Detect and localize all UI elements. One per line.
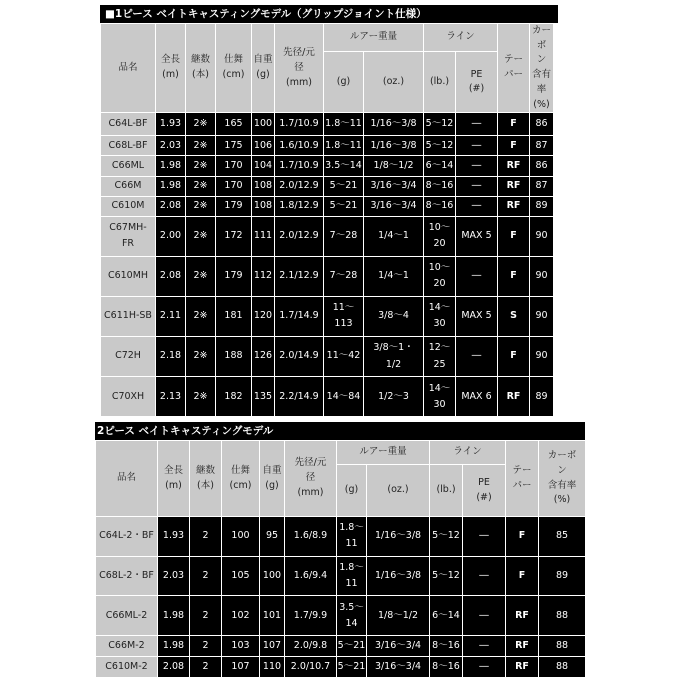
table-row [101,216,554,256]
cell-line-lb: 12〜 25 [424,337,456,377]
cell-tip-butt-diameter: 1.7/9.9 [285,596,337,636]
cell-line-lb: 5〜12 [424,113,456,136]
cell-carbon: 89 [530,196,554,216]
cell-product-name: C70XH [101,377,156,417]
cell-tip-butt-diameter: 1.6/10.9 [275,136,324,156]
table-row [101,296,554,336]
cell-lure-oz: 3/16〜3/4 [367,636,430,657]
cell-lure-g: 14〜84 [324,377,364,417]
cell-length: 2.08 [156,196,186,216]
cell-weight: 107 [260,636,285,657]
cell-weight: 108 [252,196,275,216]
cell-pieces: 2※ [186,196,216,216]
cell-carbon: 88 [539,657,586,678]
cell-product-name: C66ML-2 [96,596,158,636]
cell-product-name: C610MH [101,256,156,296]
cell-carbon: 87 [530,176,554,196]
section2-title: 2ピース ベイトキャスティングモデル [95,422,585,440]
section1-title: ■1ピース ベイトキャスティングモデル（グリップジョイント仕様） [100,5,558,23]
cell-weight: 100 [252,113,275,136]
cell-product-name: C64L-BF [101,113,156,136]
cell-lure-g: 1.8〜11 [324,113,364,136]
cell-product-name: C610M-2 [96,657,158,678]
cell-tip-butt-diameter: 1.7/10.9 [275,113,324,136]
cell-length: 2.13 [156,377,186,417]
cell-taper: RF [498,377,530,417]
cell-closed-length: 175 [216,136,252,156]
cell-taper: F [498,136,530,156]
header-line: ライン [424,24,498,52]
cell-tip-butt-diameter: 2.0/14.9 [275,337,324,377]
cell-closed-length: 181 [216,296,252,336]
header-line: ライン [430,441,506,465]
cell-carbon: 90 [530,296,554,336]
cell-weight: 126 [252,337,275,377]
cell-carbon: 90 [530,216,554,256]
cell-lure-g: 1.8〜11 [324,136,364,156]
cell-lure-g: 11〜 113 [324,296,364,336]
cell-lure-oz: 1/8〜1/2 [367,596,430,636]
cell-lure-g: 1.8〜 11 [337,517,367,557]
cell-taper: RF [506,657,539,678]
cell-tip-butt-diameter: 2.0/12.9 [275,176,324,196]
cell-pieces: 2※ [186,216,216,256]
cell-product-name: C68L-BF [101,136,156,156]
cell-line-pe: ― [463,657,506,678]
cell-weight: 95 [260,517,285,557]
cell-weight: 120 [252,296,275,336]
header-pieces: 継数 (本) [190,441,222,517]
cell-line-lb: 8〜16 [424,196,456,216]
cell-closed-length: 100 [222,517,260,557]
cell-lure-g: 5〜21 [324,176,364,196]
cell-length: 1.98 [158,596,190,636]
cell-lure-g: 5〜21 [324,196,364,216]
cell-line-pe: ― [456,337,498,377]
cell-taper: F [506,517,539,557]
table-row [101,136,554,156]
cell-carbon: 88 [539,636,586,657]
cell-length: 1.93 [156,113,186,136]
header-tip-butt-diameter: 先径/元 径 (mm) [275,24,324,113]
cell-lure-g: 11〜42 [324,337,364,377]
cell-carbon: 86 [530,156,554,176]
cell-length: 1.98 [156,156,186,176]
cell-line-lb: 8〜16 [430,657,463,678]
cell-lure-g: 7〜28 [324,216,364,256]
cell-lure-g: 5〜21 [337,636,367,657]
cell-taper: RF [498,176,530,196]
table-row [96,657,586,678]
table-row [101,176,554,196]
cell-line-pe: ― [456,176,498,196]
cell-taper: F [506,556,539,596]
cell-line-pe: ― [456,196,498,216]
cell-closed-length: 172 [216,216,252,256]
cell-carbon: 90 [530,256,554,296]
header-line-pe: PE (#) [456,52,498,113]
cell-lure-oz: 3/8〜4 [364,296,424,336]
cell-length: 1.98 [158,636,190,657]
cell-lure-g: 5〜21 [337,657,367,678]
cell-line-lb: 10〜 20 [424,216,456,256]
cell-line-pe: ― [463,596,506,636]
cell-pieces: 2※ [186,113,216,136]
cell-pieces: 2※ [186,176,216,196]
cell-closed-length: 170 [216,156,252,176]
cell-pieces: 2 [190,657,222,678]
cell-line-lb: 8〜16 [424,176,456,196]
header-lure-oz: (oz.) [364,52,424,113]
header-closed-length: 仕舞 (cm) [216,24,252,113]
table-row [96,636,586,657]
cell-line-lb: 6〜14 [424,156,456,176]
header-length: 全長 (m) [158,441,190,517]
cell-taper: RF [498,196,530,216]
header-name: 品名 [96,441,158,517]
cell-taper: RF [506,636,539,657]
cell-lure-oz: 1/4〜1 [364,216,424,256]
cell-lure-oz: 1/2〜3 [364,377,424,417]
header-length: 全長 (m) [156,24,186,113]
cell-closed-length: 188 [216,337,252,377]
cell-tip-butt-diameter: 1.7/10.9 [275,156,324,176]
header-carbon: カーボ ン 含有率 (%) [539,441,586,517]
cell-line-lb: 6〜14 [430,596,463,636]
cell-line-pe: ― [456,256,498,296]
header-taper: テー パー [498,24,530,113]
cell-lure-oz: 1/16〜3/8 [367,517,430,557]
cell-pieces: 2 [190,556,222,596]
cell-tip-butt-diameter: 1.7/14.9 [275,296,324,336]
cell-tip-butt-diameter: 2.0/9.8 [285,636,337,657]
cell-pieces: 2 [190,517,222,557]
cell-line-lb: 5〜12 [430,556,463,596]
header-line-lb: (lb.) [424,52,456,113]
cell-carbon: 87 [530,136,554,156]
cell-carbon: 85 [539,517,586,557]
header-weight: 自重 (g) [252,24,275,113]
cell-lure-oz: 3/16〜3/4 [364,196,424,216]
cell-line-pe: ― [456,156,498,176]
table-row [96,596,586,636]
cell-product-name: C67MH- FR [101,216,156,256]
table-row [101,337,554,377]
cell-length: 2.18 [156,337,186,377]
cell-line-pe: MAX 5 [456,216,498,256]
cell-lure-oz: 1/16〜3/8 [364,113,424,136]
cell-length: 2.03 [156,136,186,156]
cell-carbon: 88 [539,596,586,636]
cell-pieces: 2※ [186,136,216,156]
cell-carbon: 89 [530,377,554,417]
header-lure-weight: ルアー重量 [324,24,424,52]
cell-taper: F [498,256,530,296]
cell-closed-length: 103 [222,636,260,657]
cell-pieces: 2※ [186,296,216,336]
cell-pieces: 2※ [186,377,216,417]
cell-closed-length: 170 [216,176,252,196]
cell-pieces: 2※ [186,256,216,296]
header-pieces: 継数 (本) [186,24,216,113]
spec-table-2piece [95,440,586,678]
cell-line-lb: 14〜 30 [424,296,456,336]
cell-product-name: C68L-2・BF [96,556,158,596]
table-row [101,256,554,296]
cell-tip-butt-diameter: 2.0/12.9 [275,216,324,256]
cell-line-pe: MAX 5 [456,296,498,336]
cell-taper: F [498,216,530,256]
cell-weight: 101 [260,596,285,636]
cell-line-lb: 5〜12 [424,136,456,156]
cell-length: 2.08 [158,657,190,678]
cell-lure-oz: 3/8〜1・ 1/2 [364,337,424,377]
header-line-lb: (lb.) [430,465,463,517]
header-name: 品名 [101,24,156,113]
cell-weight: 110 [260,657,285,678]
header-lure-oz: (oz.) [367,465,430,517]
cell-carbon: 89 [539,556,586,596]
cell-taper: RF [506,596,539,636]
cell-product-name: C611H-SB [101,296,156,336]
cell-lure-g: 7〜28 [324,256,364,296]
cell-closed-length: 102 [222,596,260,636]
cell-pieces: 2※ [186,156,216,176]
header-weight: 自重 (g) [260,441,285,517]
cell-weight: 112 [252,256,275,296]
cell-product-name: C610M [101,196,156,216]
cell-product-name: C66M-2 [96,636,158,657]
cell-line-pe: ― [456,136,498,156]
cell-taper: S [498,296,530,336]
cell-line-lb: 8〜16 [430,636,463,657]
cell-length: 2.03 [158,556,190,596]
cell-weight: 108 [252,176,275,196]
cell-tip-butt-diameter: 1.6/8.9 [285,517,337,557]
cell-taper: RF [498,156,530,176]
cell-closed-length: 165 [216,113,252,136]
cell-weight: 106 [252,136,275,156]
cell-length: 1.98 [156,176,186,196]
cell-length: 2.11 [156,296,186,336]
table-row [101,196,554,216]
header-tip-butt-diameter: 先径/元 径 (mm) [285,441,337,517]
cell-product-name: C72H [101,337,156,377]
spec-table-1piece [100,23,554,417]
cell-lure-g: 3.5〜14 [324,156,364,176]
table-row [96,517,586,557]
header-lure-g: (g) [324,52,364,113]
cell-lure-oz: 3/16〜3/4 [364,176,424,196]
cell-pieces: 2 [190,596,222,636]
cell-lure-oz: 1/16〜3/8 [367,556,430,596]
cell-lure-oz: 3/16〜3/4 [367,657,430,678]
cell-line-lb: 10〜 20 [424,256,456,296]
header-lure-weight: ルアー重量 [337,441,430,465]
cell-taper: F [498,337,530,377]
header-closed-length: 仕舞 (cm) [222,441,260,517]
cell-tip-butt-diameter: 2.2/14.9 [275,377,324,417]
cell-line-pe: ― [456,113,498,136]
table-row [101,377,554,417]
header-lure-g: (g) [337,465,367,517]
cell-weight: 135 [252,377,275,417]
cell-taper: F [498,113,530,136]
cell-closed-length: 107 [222,657,260,678]
cell-tip-butt-diameter: 2.1/12.9 [275,256,324,296]
cell-closed-length: 182 [216,377,252,417]
table-row [101,156,554,176]
cell-line-pe: ― [463,517,506,557]
cell-weight: 100 [260,556,285,596]
cell-carbon: 90 [530,337,554,377]
cell-pieces: 2※ [186,337,216,377]
table-row [96,556,586,596]
cell-pieces: 2 [190,636,222,657]
cell-line-lb: 14〜 30 [424,377,456,417]
cell-weight: 111 [252,216,275,256]
header-line-pe: PE (#) [463,465,506,517]
cell-product-name: C64L-2・BF [96,517,158,557]
cell-closed-length: 105 [222,556,260,596]
cell-product-name: C66ML [101,156,156,176]
cell-weight: 104 [252,156,275,176]
cell-lure-oz: 1/4〜1 [364,256,424,296]
cell-lure-g: 1.8〜 11 [337,556,367,596]
cell-tip-butt-diameter: 1.6/9.4 [285,556,337,596]
cell-closed-length: 179 [216,256,252,296]
cell-line-lb: 5〜12 [430,517,463,557]
cell-lure-g: 3.5〜 14 [337,596,367,636]
cell-lure-oz: 1/16〜3/8 [364,136,424,156]
cell-tip-butt-diameter: 2.0/10.7 [285,657,337,678]
cell-length: 2.08 [156,256,186,296]
header-taper: テー パー [506,441,539,517]
cell-line-pe: ― [463,556,506,596]
cell-tip-butt-diameter: 1.8/12.9 [275,196,324,216]
cell-product-name: C66M [101,176,156,196]
cell-lure-oz: 1/8〜1/2 [364,156,424,176]
header-carbon: カーボ ン 含有率 (%) [530,24,554,113]
cell-carbon: 86 [530,113,554,136]
cell-line-pe: MAX 6 [456,377,498,417]
cell-closed-length: 179 [216,196,252,216]
cell-length: 1.93 [158,517,190,557]
table-row [101,113,554,136]
cell-line-pe: ― [463,636,506,657]
cell-length: 2.00 [156,216,186,256]
